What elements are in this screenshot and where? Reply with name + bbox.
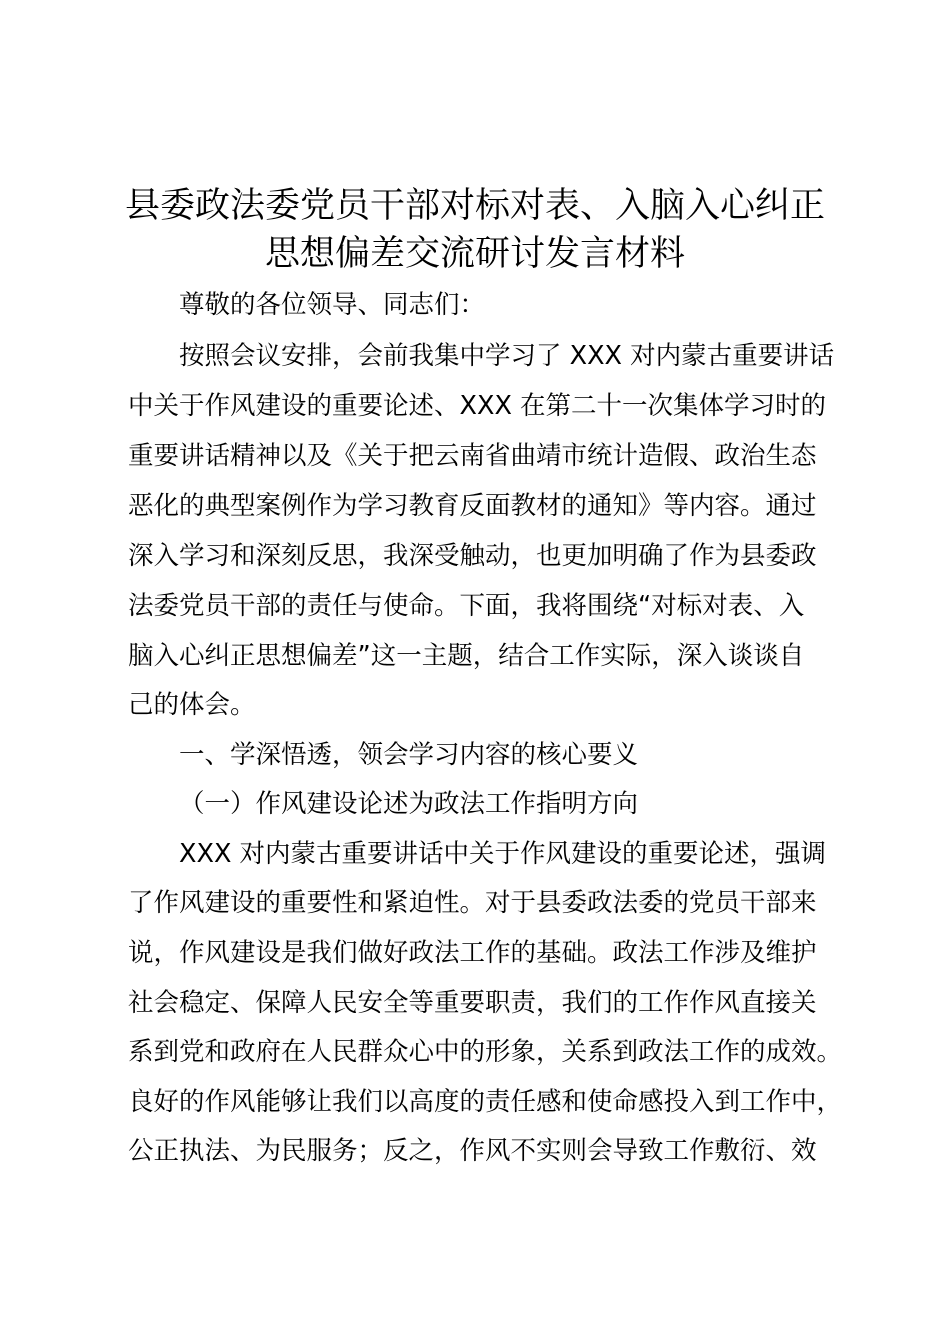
paragraph-line: XXX 对内蒙古重要讲话中关于作风建设的重要论述，强调: [179, 839, 827, 869]
paragraph-line: 深入学习和深刻反思，我深受触动，也更加明确了作为县委政: [128, 541, 817, 571]
paragraph-line: 重要讲话精神以及《关于把云南省曲靖市统计造假、政治生态: [128, 441, 817, 471]
paragraph-line: 公正执法、为民服务；反之，作风不实则会导致工作敷衍、效: [128, 1136, 817, 1166]
paragraph-line: 系到党和政府在人民群众心中的形象，关系到政法工作的成效。: [128, 1037, 843, 1067]
paragraph-line: 说，作风建设是我们做好政法工作的基础。政法工作涉及维护: [128, 938, 817, 968]
paragraph-line: 法委党员干部的责任与使命。下面，我将围绕“对标对表、入: [128, 591, 805, 621]
salutation: 尊敬的各位领导、同志们：: [179, 290, 486, 320]
paragraph-line: 按照会议安排，会前我集中学习了 XXX 对内蒙古重要讲话: [179, 341, 835, 371]
paragraph-line: 中关于作风建设的重要论述、XXX 在第二十一次集体学习时的: [128, 391, 827, 421]
subsection-heading: （一）作风建设论述为政法工作指明方向: [179, 789, 639, 819]
paragraph-line: 了作风建设的重要性和紧迫性。对于县委政法委的党员干部来: [128, 888, 817, 918]
paragraph-line: 恶化的典型案例作为学习教育反面教材的通知》等内容。通过: [128, 491, 817, 521]
paragraph-line: 良好的作风能够让我们以高度的责任感和使命感投入到工作中，: [128, 1087, 843, 1117]
document-title-line-2: 思想偏差交流研讨发言材料: [264, 234, 685, 274]
paragraph-line: 社会稳定、保障人民安全等重要职责，我们的工作作风直接关: [128, 988, 817, 1018]
paragraph-line: 己的体会。: [128, 690, 256, 720]
paragraph-line: 脑入心纠正思想偏差”这一主题，结合工作实际，深入谈谈自: [128, 641, 805, 671]
section-heading: 一、学深悟透，领会学习内容的核心要义: [179, 740, 639, 770]
document-title-line-1: 县委政法委党员干部对标对表、入脑入心纠正: [124, 186, 825, 226]
